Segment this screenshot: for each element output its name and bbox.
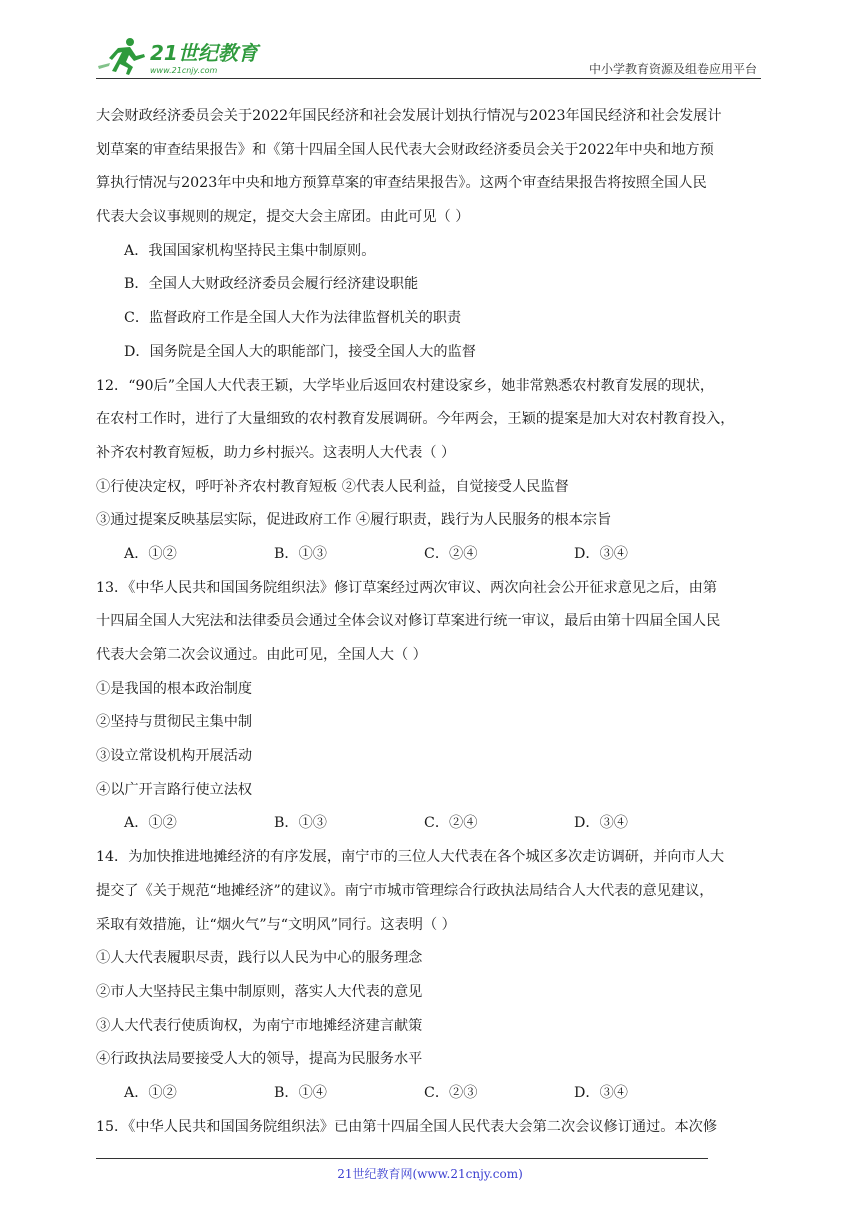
text-line: 在农村工作时，进行了大量细致的农村教育发展调研。今年两会，王颖的提案是加大对农村教育投入， [96, 411, 735, 428]
page-header [96, 30, 761, 80]
answer-option: D．国务院是全国人大的职能部门，接受全国人大的监督 [124, 343, 476, 360]
answer-option: A．①② [124, 1084, 177, 1101]
answer-options-row [96, 807, 764, 841]
answer-option: A．①② [124, 545, 177, 562]
text-line: 采取有效措施，让“烟火气”与“文明风”同行。这表明（ ） [96, 916, 456, 933]
answer-option: C．②④ [424, 545, 478, 562]
text-line: 代表大会第二次会议通过。由此可见，全国人大（ ） [96, 647, 427, 663]
document-body [96, 100, 764, 1144]
answer-option: C．②④ [424, 815, 478, 832]
text-line: ③人大代表行使质询权，为南宁市地摊经济建言献策 [96, 1017, 423, 1034]
text-line: 提交了《关于规范“地摊经济”的建议》。南宁市城市管理综合行政执法局结合人大代表的意见建议， [96, 882, 714, 899]
answer-option: B．①④ [274, 1084, 327, 1101]
text-line: ④行政执法局要接受人大的领导，提高为民服务水平 [96, 1051, 423, 1068]
answer-option: A．我国国家机构坚持民主集中制原则。 [124, 242, 376, 259]
footer-source[interactable]: 21世纪教育网(www.21cnjy.com) [337, 1167, 523, 1181]
answer-option: D．③④ [574, 1084, 628, 1101]
text-line: 13．《中华人民共和国国务院组织法》修订草案经过两次审议、两次向社会公开征求意见之后，由第 [96, 579, 718, 596]
text-line: 大会财政经济委员会关于2022年国民经济和社会发展计划执行情况与2023年国民经济和社会发展计 [96, 108, 722, 124]
answer-options-row [96, 538, 764, 572]
runner-icon [98, 38, 145, 75]
answer-option: B．①③ [274, 545, 327, 562]
answer-option: C．②③ [424, 1084, 478, 1101]
text-line: 算执行情况与2023年中央和地方预算草案的审查结果报告》。这两个审查结果报告将按照全国人民 [96, 175, 707, 192]
text-line: ③设立常设机构开展活动 [96, 748, 253, 765]
platform-name: 中小学教育资源及组卷应用平台 [588, 62, 757, 76]
text-line: 代表大会议事规则的规定，提交大会主席团。由此可见（ ） [96, 209, 470, 226]
answer-option: B．全国人大财政经济委员会履行经济建设职能 [124, 276, 419, 293]
answer-option: D．③④ [574, 815, 628, 832]
svg-text:21世纪教育: 21世纪教育 [150, 41, 258, 65]
answer-option: D．③④ [574, 545, 628, 562]
text-line: 15．《中华人民共和国国务院组织法》已由第十四届全国人民代表大会第二次会议修订通过。本次修 [96, 1118, 718, 1135]
text-line: ①人大代表履职尽责，践行以人民为中心的服务理念 [96, 950, 423, 967]
text-line: 补齐农村教育短板，助力乡村振兴。这表明人大代表（ ） [96, 444, 456, 461]
answer-option: B．①③ [274, 815, 327, 832]
text-line: ①行使决定权，呼吁补齐农村教育短板 ②代表人民利益，自觉接受人民监督 [96, 478, 569, 495]
footer-divider [96, 1158, 708, 1159]
site-logo [96, 36, 266, 76]
text-line: ④以广开言路行使立法权 [96, 781, 253, 798]
text-line: 14．为加快推进地摊经济的有序发展，南宁市的三位人大代表在各个城区多次走访调研，并向市人大 [96, 849, 725, 866]
answer-options-row [96, 1077, 764, 1111]
text-line: 划草案的审查结果报告》和《第十四届全国人民代表大会财政经济委员会关于2022年中央和地方预 [96, 141, 714, 158]
text-line: ①是我国的根本政治制度 [96, 680, 253, 697]
text-line: 十四届全国人大宪法和法律委员会通过全体会议对修订草案进行统一审议，最后由第十四届全国人民 [96, 613, 721, 630]
svg-text:www.21cnjy.com: www.21cnjy.com [150, 66, 218, 75]
text-line: ②坚持与贯彻民主集中制 [96, 714, 253, 731]
text-line: ③通过提案反映基层实际，促进政府工作 ④履行职责，践行为人民服务的根本宗旨 [96, 512, 612, 529]
text-line: 12．“90后”全国人大代表王颖，大学毕业后返回农村建设家乡，她非常熟悉农村教育发展的现状， [96, 377, 715, 394]
text-line: ②市人大坚持民主集中制原则，落实人大代表的意见 [96, 983, 423, 1000]
answer-option: A．①② [124, 815, 177, 832]
answer-option: C．监督政府工作是全国人大作为法律监督机关的职责 [124, 310, 462, 327]
header-divider [96, 78, 761, 79]
